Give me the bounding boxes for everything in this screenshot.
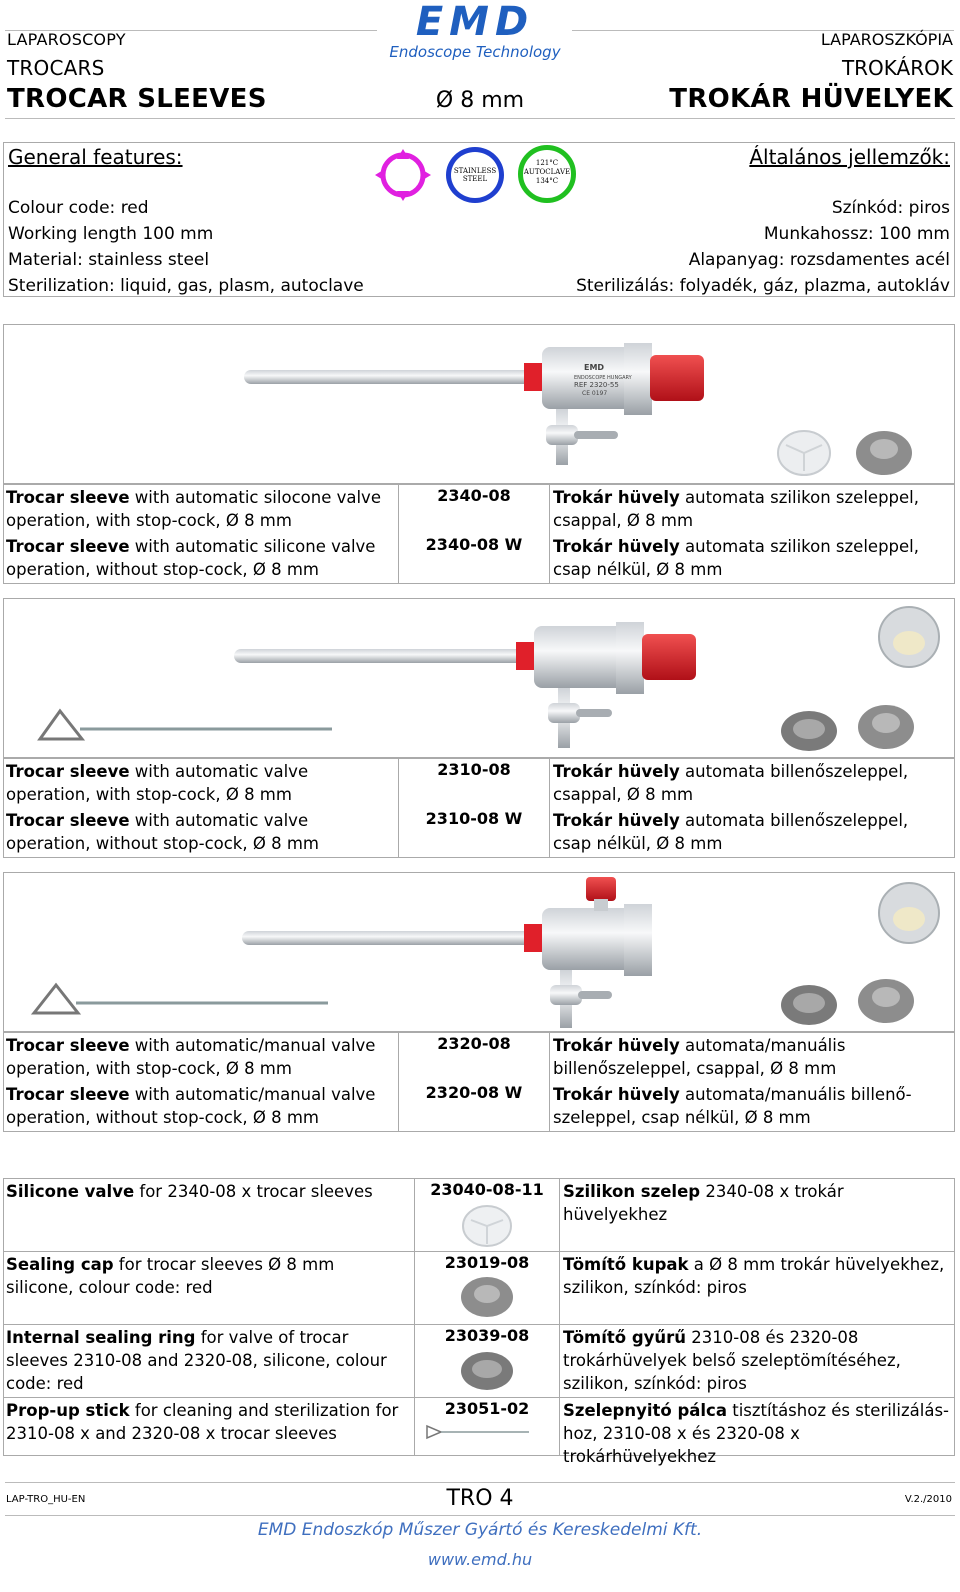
row-label-bold: Trocar sleeve bbox=[6, 762, 130, 781]
product-image-2320 bbox=[3, 872, 955, 1032]
row-label-bold: Trocar sleeve bbox=[6, 1036, 130, 1055]
row-2320-08-en bbox=[6, 1034, 396, 1080]
prop-up-stick-image bbox=[40, 711, 82, 739]
autoclave-temp-high: 134°C bbox=[535, 177, 559, 185]
sealing-cap-icon bbox=[459, 1275, 515, 1319]
code-23051-02: 23051-02 bbox=[444, 1399, 530, 1418]
trocar-sleeve-valve-image bbox=[4, 599, 956, 759]
autoclave-temp-low: 121°C bbox=[535, 159, 559, 167]
code-2320-08W: 2320-08 W bbox=[425, 1083, 523, 1102]
row-desc: with automatic/manual valve operation, without stop-cock, Ø 8 mm bbox=[6, 1085, 376, 1127]
category-hu: LAPAROSZKÓPIA bbox=[820, 30, 953, 49]
acc-desc: for valve of trocar sleeves 2310-08 and 2320-08, silicone, colour code: red bbox=[6, 1328, 387, 1393]
acc-internal-ring-en bbox=[6, 1326, 406, 1395]
row-desc: with automatic/manual valve operation, with stop-cock, Ø 8 mm bbox=[6, 1036, 376, 1078]
feature-length-hu: Munkahossz: 100 mm bbox=[763, 224, 950, 244]
row-2310-08W-en bbox=[6, 809, 346, 855]
footer-divider-bottom bbox=[5, 1515, 955, 1516]
row-desc: with automatic valve operation, with stop-cock, Ø 8 mm bbox=[6, 762, 309, 804]
features-list-hu bbox=[576, 195, 950, 299]
trocar-sleeve-manual-valve-image bbox=[4, 873, 956, 1033]
subcategory-en: TROCARS bbox=[7, 56, 105, 80]
acc-internal-ring-hu bbox=[563, 1326, 953, 1395]
acc-label-bold: Sealing cap bbox=[6, 1255, 114, 1274]
row-label-bold: Trocar sleeve bbox=[6, 488, 130, 507]
row-label-bold: Trocar sleeve bbox=[6, 537, 130, 556]
feature-colour: Colour code: red bbox=[8, 198, 149, 218]
code-23040-08-11: 23040-08-11 bbox=[430, 1180, 544, 1199]
acc-prop-up-stick-en bbox=[6, 1399, 410, 1445]
features-title-en: General features: bbox=[8, 145, 183, 169]
size-label: Ø 8 mm bbox=[435, 88, 525, 113]
page-title-hu: TROKÁR HÜVELYEK bbox=[669, 84, 953, 114]
acc-label-bold: Tömítő kupak bbox=[563, 1255, 689, 1274]
row-label-bold: Trokár hüvely bbox=[553, 488, 680, 507]
row-label-bold: Trokár hüvely bbox=[553, 811, 680, 830]
product-table-2320 bbox=[3, 1032, 955, 1132]
code-2320-08: 2320-08 bbox=[437, 1034, 511, 1053]
code-23039-08: 23039-08 bbox=[444, 1326, 530, 1345]
general-features bbox=[3, 142, 955, 297]
acc-desc: 2310-08 és 2320-08 trokárhüvelyek belső szeleptömítéséhez, szilikon, színkód: piros bbox=[563, 1328, 901, 1393]
row-desc: with automatic valve operation, without stop-cock, Ø 8 mm bbox=[6, 811, 319, 853]
page-number: TRO 4 bbox=[446, 1486, 514, 1511]
row-label-bold: Trocar sleeve bbox=[6, 811, 130, 830]
acc-desc: a Ø 8 mm trokár hüvelyekhez, szilikon, színkód: piros bbox=[563, 1255, 945, 1297]
logo-mark: EMD bbox=[415, 0, 535, 45]
row-desc: automata szilikon szeleppel, csap nélkül, Ø 8 mm bbox=[553, 537, 919, 579]
row-desc: automata/manuális billenőszeleppel, csappal, Ø 8 mm bbox=[553, 1036, 846, 1078]
feature-length: Working length 100 mm bbox=[8, 224, 214, 244]
acc-silicone-valve-hu bbox=[563, 1180, 953, 1226]
row-2310-08-en bbox=[6, 760, 326, 806]
product-image-2340 bbox=[3, 324, 955, 484]
code-2340-08W: 2340-08 W bbox=[425, 535, 523, 554]
stainless-steel-icon: STAINLESS STEEL bbox=[446, 147, 504, 203]
row-label-bold: Trokár hüvely bbox=[553, 1036, 680, 1055]
product-table-2340 bbox=[3, 484, 955, 584]
silicone-valve-icon bbox=[461, 1204, 513, 1248]
acc-label-bold: Szilikon szelep bbox=[563, 1182, 701, 1201]
row-2320-08W-en bbox=[6, 1083, 396, 1129]
row-label-bold: Trokár hüvely bbox=[553, 537, 680, 556]
subcategory-hu: TROKÁROK bbox=[841, 56, 953, 80]
row-desc: with automatic silicone valve operation, without stop-cock, Ø 8 mm bbox=[6, 537, 376, 579]
autoclave-icon bbox=[518, 145, 576, 203]
row-desc: with automatic silocone valve operation, with stop-cock, Ø 8 mm bbox=[6, 488, 381, 530]
logo-subtitle: Endoscope Technology bbox=[389, 43, 561, 61]
acc-desc: tisztításhoz és sterilizálás-hoz, 2310-08 x és 2320-08 x trokárhüvelyekhez bbox=[563, 1401, 949, 1466]
acc-label-bold: Prop-up stick bbox=[6, 1401, 130, 1420]
row-label-bold: Trokár hüvely bbox=[553, 762, 680, 781]
code-2310-08W: 2310-08 W bbox=[425, 809, 523, 828]
row-desc: automata szilikon szeleppel, csappal, Ø 8 mm bbox=[553, 488, 919, 530]
row-2310-08-hu bbox=[553, 760, 933, 806]
row-2320-08-hu bbox=[553, 1034, 883, 1080]
row-2340-08W-hu bbox=[553, 535, 953, 581]
company-website-link[interactable]: www.emd.hu bbox=[427, 1550, 533, 1569]
row-2340-08W-en bbox=[6, 535, 396, 581]
acc-label-bold: Szelepnyitó pálca bbox=[563, 1401, 727, 1420]
acc-prop-up-stick-hu bbox=[563, 1399, 953, 1468]
acc-sealing-cap-en bbox=[6, 1253, 346, 1299]
features-title-hu: Általános jellemzők: bbox=[749, 145, 950, 169]
code-2340-08: 2340-08 bbox=[437, 486, 511, 505]
row-2320-08W-hu bbox=[553, 1083, 923, 1129]
trocar-sleeve-silicone-image bbox=[4, 325, 956, 485]
acc-label-bold: Tömítő gyűrű bbox=[563, 1328, 687, 1347]
autoclave-label: AUTOCLAVE bbox=[523, 168, 571, 176]
product-table-2310 bbox=[3, 758, 955, 858]
page-title-en: TROCAR SLEEVES bbox=[7, 84, 267, 114]
feature-colour-hu: Színkód: piros bbox=[831, 198, 950, 218]
features-list-en bbox=[8, 195, 364, 299]
dismantlable-icon bbox=[372, 147, 434, 203]
code-23019-08: 23019-08 bbox=[444, 1253, 530, 1272]
acc-desc: for cleaning and sterilization for 2310-08 x and 2320-08 x trocar sleeves bbox=[6, 1401, 399, 1443]
footer-divider-top bbox=[5, 1482, 955, 1483]
prop-up-stick-icon bbox=[423, 1422, 533, 1442]
page-header bbox=[0, 0, 960, 120]
internal-ring-icon bbox=[459, 1349, 515, 1393]
row-desc: automata/manuális billenő-szeleppel, csap nélkül, Ø 8 mm bbox=[553, 1085, 912, 1127]
row-label-bold: Trocar sleeve bbox=[6, 1085, 130, 1104]
acc-label-bold: Silicone valve bbox=[6, 1182, 135, 1201]
label-ce: CE 0197 bbox=[582, 390, 608, 397]
row-label-bold: Trokár hüvely bbox=[553, 1085, 680, 1104]
feature-material-hu: Alapanyag: rozsdamentes acél bbox=[688, 250, 950, 270]
feature-material: Material: stainless steel bbox=[8, 250, 210, 270]
label-brand: EMD bbox=[584, 363, 605, 372]
acc-desc: for 2340-08 x trocar sleeves bbox=[134, 1182, 373, 1201]
acc-silicone-valve-en bbox=[6, 1180, 410, 1203]
company-name: EMD Endoszkóp Műszer Gyártó és Kereskedelmi Kft. bbox=[257, 1520, 703, 1540]
row-2340-08-en bbox=[6, 486, 396, 532]
accessories-table bbox=[3, 1178, 955, 1466]
acc-sealing-cap-hu bbox=[563, 1253, 953, 1299]
acc-desc: 2340-08 x trokár hüvelyekhez bbox=[563, 1182, 844, 1224]
category-en: LAPAROSCOPY bbox=[7, 30, 126, 49]
product-image-2310 bbox=[3, 598, 955, 758]
feature-sterilization: Sterilization: liquid, gas, plasm, autoclave bbox=[8, 276, 364, 296]
acc-desc: for trocar sleeves Ø 8 mm silicone, colour code: red bbox=[6, 1255, 335, 1297]
doc-version: V.2./2010 bbox=[904, 1494, 952, 1505]
label-ref: REF 2320-55 bbox=[574, 381, 619, 389]
row-2310-08W-hu bbox=[553, 809, 933, 855]
row-desc: automata billenőszeleppel, csappal, Ø 8 mm bbox=[553, 762, 909, 804]
emd-logo bbox=[380, 0, 570, 60]
feature-sterilization-hu: Sterilizálás: folyadék, gáz, plazma, autokláv bbox=[576, 276, 950, 296]
row-desc: automata billenőszeleppel, csap nélkül, Ø 8 mm bbox=[553, 811, 909, 853]
row-2340-08-hu bbox=[553, 486, 953, 532]
doc-id: LAP-TRO_HU-EN bbox=[6, 1494, 86, 1505]
code-2310-08: 2310-08 bbox=[437, 760, 511, 779]
manual-valve-button-image bbox=[586, 877, 616, 901]
label-maker: ENDOSCOPE HUNGARY bbox=[574, 375, 632, 381]
acc-label-bold: Internal sealing ring bbox=[6, 1328, 196, 1347]
